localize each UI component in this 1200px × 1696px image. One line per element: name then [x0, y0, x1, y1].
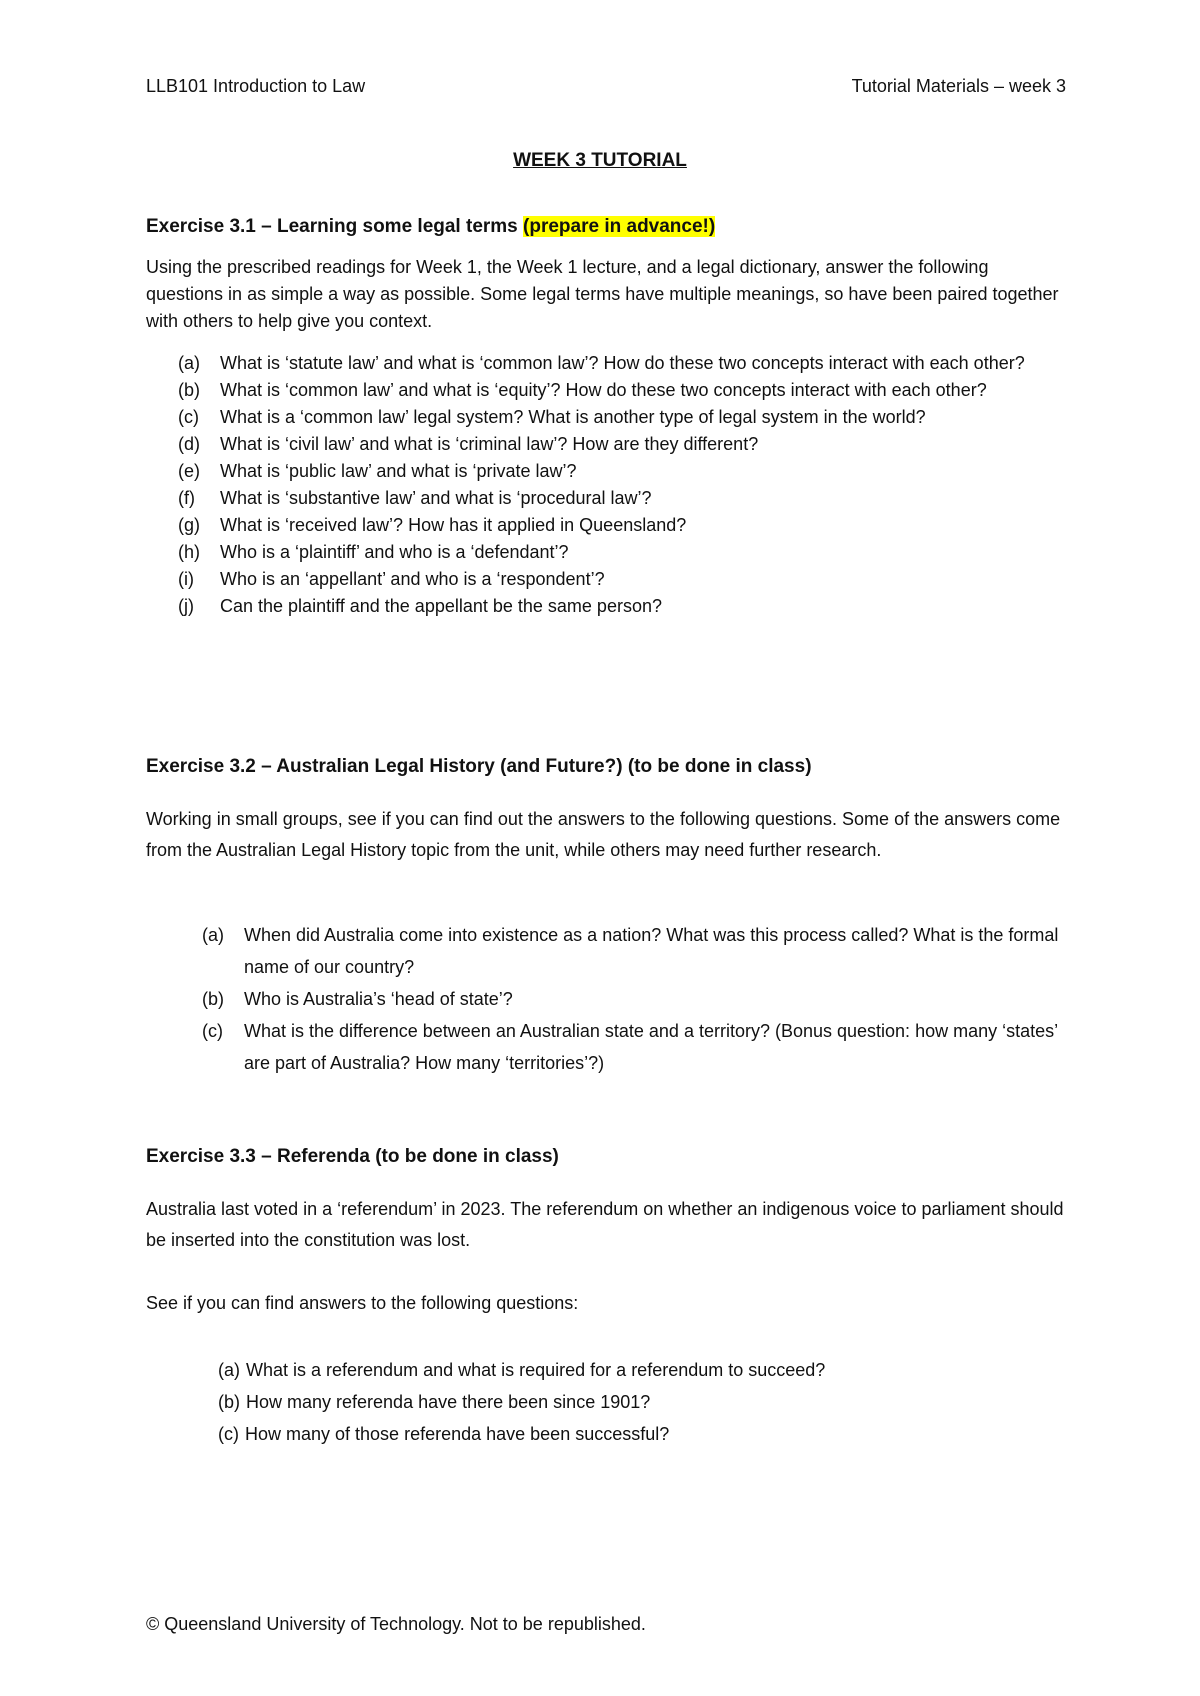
question-text: How many referenda have there been since 1901?: [246, 1392, 651, 1412]
question-marker: (j): [178, 596, 194, 616]
question-marker: (f): [178, 488, 195, 508]
copyright-footer: © Queensland University of Technology. Not to be republished.: [146, 1614, 646, 1634]
question-marker: (e): [178, 461, 200, 481]
question-item: [218, 1418, 1078, 1450]
question-marker: (g): [178, 515, 200, 535]
question-text: What is ‘civil law’ and what is ‘criminal law’? How are they different?: [220, 434, 759, 454]
question-text: What is a ‘common law’ legal system? What is another type of legal system in the world?: [220, 407, 926, 427]
question-item: [218, 1354, 1078, 1386]
question-marker: (h): [178, 542, 200, 562]
question-item: [178, 377, 1058, 404]
exercise-3-1-questions: [178, 350, 1058, 620]
question-item: [178, 566, 1058, 593]
question-text: What is ‘substantive law’ and what is ‘procedural law’?: [220, 488, 652, 508]
exercise-3-2-heading: Exercise 3.2 – Australian Legal History (and Future?) (to be done in class): [146, 756, 812, 777]
question-item: [178, 485, 1058, 512]
question-item: [178, 458, 1058, 485]
question-text: Who is an ‘appellant’ and who is a ‘respondent’?: [220, 569, 605, 589]
question-marker: (b): [178, 380, 200, 400]
exercise-3-3-questions: [218, 1354, 1078, 1450]
question-text: Who is a ‘plaintiff’ and who is a ‘defendant’?: [220, 542, 569, 562]
question-item: [178, 350, 1058, 377]
question-text: How many of those referenda have been successful?: [245, 1424, 670, 1444]
exercise-3-2-questions: [202, 919, 1062, 1079]
question-item: [178, 431, 1058, 458]
question-marker: (c): [202, 1021, 223, 1041]
exercise-3-3-intro: Australia last voted in a ‘referendum’ in 2023. The referendum on whether an indigenous voice to parliament should be inserted into the constitution was lost.: [146, 1199, 1064, 1250]
exercise-3-1-heading-text: Exercise 3.1 – Learning some legal terms: [146, 216, 524, 237]
exercise-3-3-heading: Exercise 3.3 – Referenda (to be done in class): [146, 1146, 559, 1167]
question-text: What is ‘common law’ and what is ‘equity’? How do these two concepts interact with each other?: [220, 380, 987, 400]
header-section-title: Tutorial Materials – week 3: [851, 76, 1066, 96]
question-marker: (a): [202, 925, 224, 945]
question-text: What is ‘received law’? How has it applied in Queensland?: [220, 515, 687, 535]
exercise-3-1-heading: [146, 216, 715, 238]
question-marker: (b): [202, 989, 224, 1009]
question-item: [218, 1386, 1078, 1418]
exercise-3-1-intro: Using the prescribed readings for Week 1, the Week 1 lecture, and a legal dictionary, answer the following questions in as simple a way as possible. Some legal terms have multiple meanings, so have been paired together with others to help give you context.: [146, 257, 1059, 331]
question-item: [202, 983, 1062, 1015]
exercise-3-2-intro: Working in small groups, see if you can find out the answers to the following questions. Some of the answers come from the Australian Legal History topic from the unit, while others may need further research.: [146, 809, 1061, 860]
question-text: What is ‘statute law’ and what is ‘common law’? How do these two concepts interact with each other?: [220, 353, 1025, 373]
question-text: What is the difference between an Australian state and a territory? (Bonus question: how many ‘states’ are part of Australia? How many ‘territories’?): [244, 1021, 1058, 1073]
prepare-in-advance-highlight: (prepare in advance!): [523, 216, 716, 237]
question-marker: (b): [218, 1392, 240, 1412]
header-course-title: LLB101 Introduction to Law: [146, 76, 366, 96]
question-text: Who is Australia’s ‘head of state’?: [244, 989, 513, 1009]
question-marker: (a): [218, 1360, 240, 1380]
question-marker: (a): [178, 353, 200, 373]
page-title: WEEK 3 TUTORIAL: [513, 150, 687, 171]
question-item: [202, 919, 1062, 983]
question-marker: (i): [178, 569, 194, 589]
question-marker: (d): [178, 434, 200, 454]
question-text: Can the plaintiff and the appellant be the same person?: [220, 596, 662, 616]
question-item: [178, 593, 1058, 620]
question-marker: (c): [178, 407, 199, 427]
question-marker: (c): [218, 1424, 239, 1444]
question-item: [202, 1015, 1062, 1079]
question-item: [178, 512, 1058, 539]
question-text: What is a referendum and what is required for a referendum to succeed?: [246, 1360, 826, 1380]
question-text: When did Australia come into existence as a nation? What was this process called? What is the formal name of our country?: [244, 925, 1059, 977]
question-item: [178, 404, 1058, 431]
question-item: [178, 539, 1058, 566]
exercise-3-3-prompt: See if you can find answers to the following questions:: [146, 1293, 579, 1313]
question-text: What is ‘public law’ and what is ‘private law’?: [220, 461, 577, 481]
